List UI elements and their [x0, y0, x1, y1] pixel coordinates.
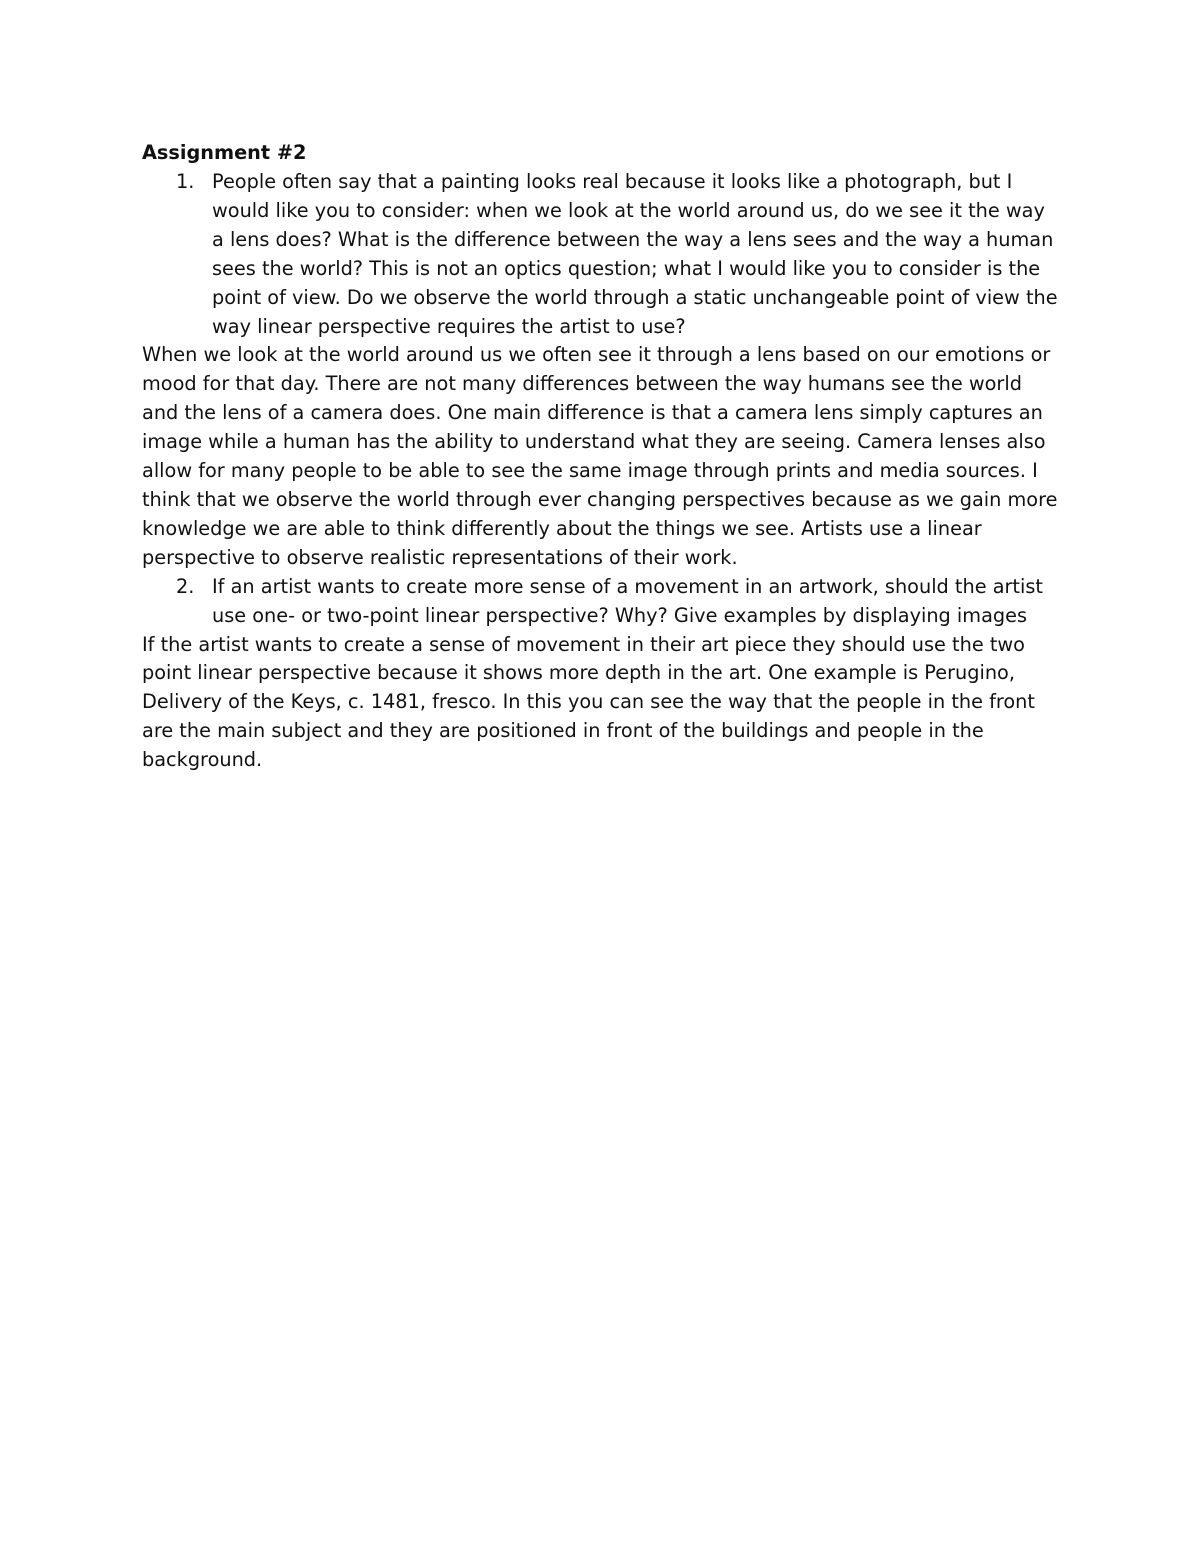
- question-text: If an artist wants to create more sense of a movement in an artwork, should the artist use one- or two-point linear perspective? Why? Give examples by displaying images: [212, 574, 1043, 627]
- question-text: People often say that a painting looks real because it looks like a photograph, but I would like you to consider: when we look at the world around us, do we see it the way a lens does? What is the difference between the way a lens sees and the way a human sees the world? This is not an optics question; what I would like you to consider is the point of view. Do we observe the world through a static unchangeable point of view the way linear perspective requires the artist to use?: [212, 170, 1058, 338]
- question-number: 1.: [176, 170, 195, 193]
- document-body: [142, 138, 1062, 775]
- question-2: [142, 573, 1062, 631]
- question-1: [142, 168, 1062, 341]
- question-number: 2.: [176, 574, 195, 598]
- answer-2: If the artist wants to create a sense of movement in their art piece they should use the two point linear perspective because it shows more depth in the art. One example is Perugino, Delivery of the Keys, c. 1481, fresco. In this you can see the way that the people in the front are the main subject and they are positioned in front of the buildings and people in the background.: [142, 632, 1035, 772]
- answer-1: When we look at the world around us we often see it through a lens based on our emotions or mood for that day. There are not many differences between the way humans see the world and the lens of a camera does. One main difference is that a camera lens simply captures an image while a human has the ability to understand what they are seeing. Camera lenses also allow for many people to be able to see the same image through prints and media sources. I think that we observe the world through ever changing perspectives because as we gain more knowledge we are able to think differently about the things we see. Artists use a linear perspective to observe realistic representations of their work.: [142, 343, 1058, 569]
- page-title: Assignment #2: [142, 141, 307, 164]
